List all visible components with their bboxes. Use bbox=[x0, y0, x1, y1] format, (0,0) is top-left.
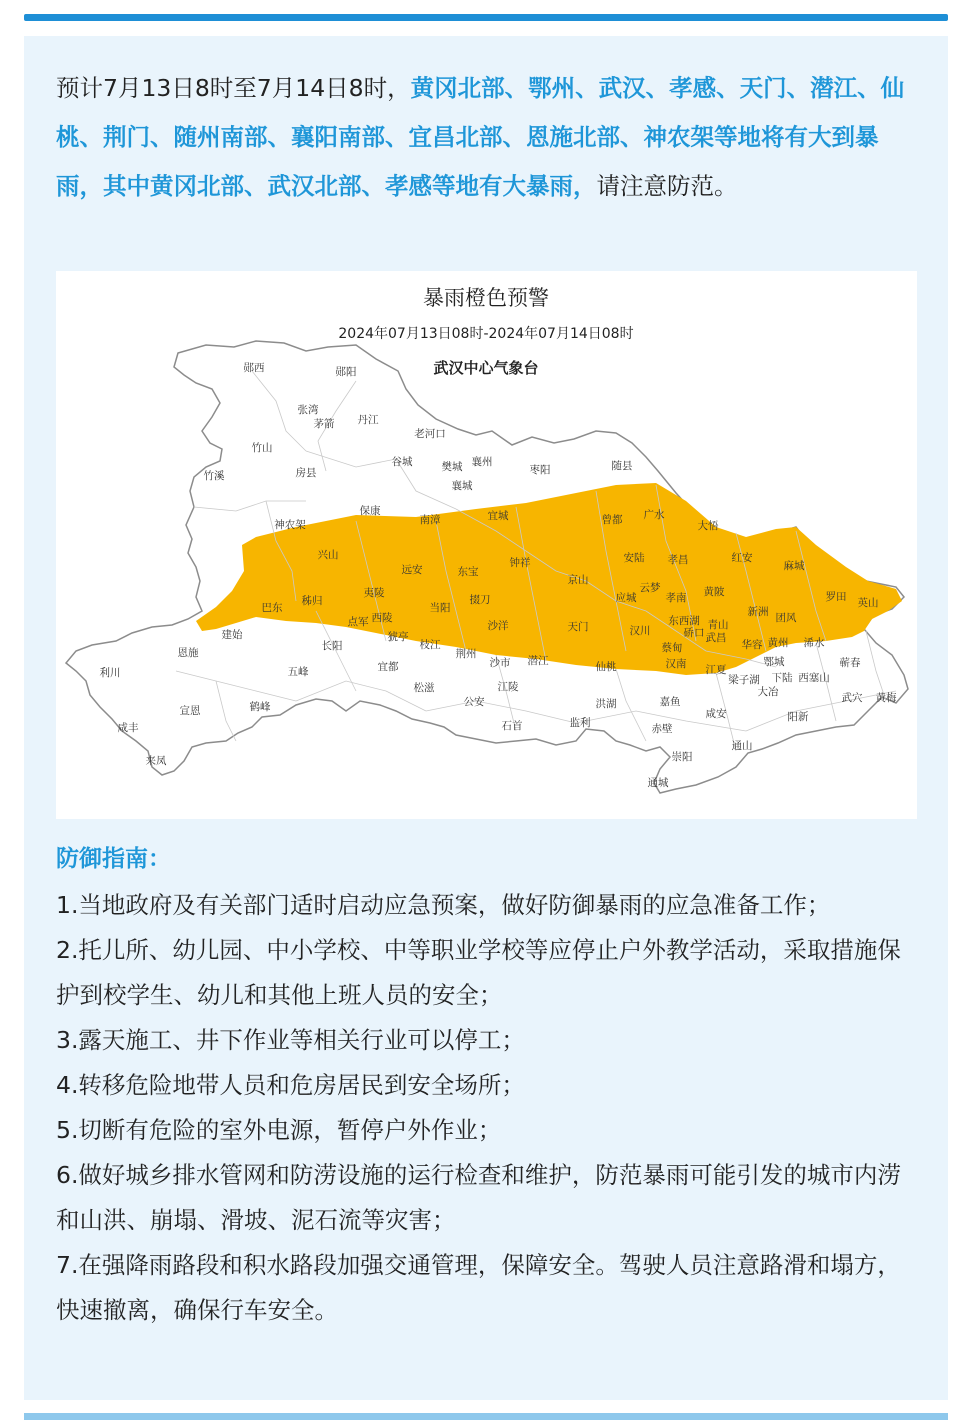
place-label: 鄂城 bbox=[763, 656, 785, 668]
place-label: 麻城 bbox=[783, 560, 805, 572]
guide-item: 3.露天施工、井下作业等相关行业可以停工； bbox=[56, 1026, 525, 1054]
place-label: 黄州 bbox=[767, 637, 789, 649]
place-label: 枝江 bbox=[419, 639, 441, 651]
place-label: 新洲 bbox=[747, 606, 769, 618]
place-label: 赤壁 bbox=[651, 723, 673, 735]
place-label: 阳新 bbox=[787, 711, 809, 723]
place-label: 襄州 bbox=[471, 456, 493, 468]
place-label: 鹤峰 bbox=[249, 701, 271, 713]
place-label: 下陆 bbox=[771, 672, 793, 684]
place-label: 大悟 bbox=[697, 520, 719, 532]
place-label: 梁子湖 bbox=[728, 674, 760, 686]
top-accent-bar bbox=[24, 14, 948, 21]
place-label: 东宝 bbox=[457, 566, 479, 578]
place-label: 掇刀 bbox=[469, 594, 491, 606]
place-label: 广水 bbox=[643, 509, 665, 521]
guide-item: 5.切断有危险的室外电源，暂停户外作业； bbox=[56, 1116, 502, 1144]
place-label: 枣阳 bbox=[529, 464, 551, 476]
guide-item: 2.托儿所、幼儿园、中小学校、中等职业学校等应停止户外教学活动，采取措施保护到校学生、幼儿和其他上班人员的安全； bbox=[56, 936, 901, 1009]
place-label: 潜江 bbox=[527, 655, 549, 667]
forecast-areas: 黄冈北部、鄂州、武汉、孝感、天门、潜江、仙桃、荆门、随州南部、襄阳南部、宜昌北部、恩施北部、神农架等地将有大到暴雨，其中黄冈北部、武汉北部、孝感等地有大暴雨， bbox=[56, 74, 905, 200]
place-label: 大冶 bbox=[757, 686, 779, 698]
bottom-accent-bar bbox=[24, 1413, 948, 1420]
place-label: 京山 bbox=[567, 574, 589, 586]
guide-item: 6.做好城乡排水管网和防涝设施的运行检查和维护，防范暴雨可能引发的城市内涝和山洪、崩塌、滑坡、泥石流等灾害； bbox=[56, 1161, 901, 1234]
forecast-advice: 请注意防范。 bbox=[596, 172, 738, 200]
place-label: 安陆 bbox=[623, 552, 645, 564]
place-label: 随县 bbox=[611, 460, 633, 472]
place-label: 郧西 bbox=[243, 362, 265, 374]
place-label: 宣恩 bbox=[179, 705, 201, 717]
place-label: 秭归 bbox=[301, 595, 323, 607]
place-label: 通山 bbox=[731, 740, 753, 752]
place-label: 樊城 bbox=[441, 461, 463, 473]
place-label: 仙桃 bbox=[595, 661, 617, 673]
guide-item: 1.当地政府及有关部门适时启动应急预案，做好防御暴雨的应急准备工作； bbox=[56, 891, 831, 919]
place-label: 兴山 bbox=[317, 549, 339, 561]
place-label: 西陵 bbox=[371, 612, 393, 624]
place-label: 神农架 bbox=[274, 519, 306, 531]
place-label: 房县 bbox=[295, 467, 317, 479]
place-label: 长阳 bbox=[321, 640, 343, 652]
place-label: 松滋 bbox=[413, 682, 435, 694]
map-issuer: 武汉中心气象台 bbox=[433, 359, 539, 377]
place-label: 天门 bbox=[567, 621, 589, 633]
place-label: 竹溪 bbox=[203, 470, 225, 482]
place-label: 张湾 bbox=[297, 404, 319, 416]
place-label: 江陵 bbox=[497, 681, 519, 693]
place-label: 来凤 bbox=[145, 755, 167, 767]
place-label: 襄城 bbox=[451, 480, 473, 492]
place-label: 浠水 bbox=[803, 637, 825, 649]
forecast-paragraph bbox=[56, 64, 922, 211]
place-label: 沙洋 bbox=[487, 620, 509, 632]
place-label: 恩施 bbox=[177, 647, 199, 659]
place-label: 巴东 bbox=[261, 602, 283, 614]
place-label: 南漳 bbox=[419, 514, 441, 526]
place-label: 应城 bbox=[615, 592, 637, 604]
map-period: 2024年07月13日08时-2024年07月14日08时 bbox=[338, 326, 634, 342]
place-label: 夷陵 bbox=[363, 587, 385, 599]
place-label: 宜城 bbox=[487, 510, 509, 522]
place-label: 武穴 bbox=[841, 692, 863, 704]
place-label: 猇亭 bbox=[387, 631, 409, 643]
place-label: 汉南 bbox=[665, 658, 687, 670]
place-label: 英山 bbox=[857, 597, 879, 609]
place-label: 谷城 bbox=[391, 456, 413, 468]
place-label: 老河口 bbox=[414, 428, 446, 440]
place-label: 点军 bbox=[347, 616, 369, 628]
place-label: 崇阳 bbox=[671, 751, 693, 763]
place-label: 蔡甸 bbox=[661, 642, 683, 654]
place-label: 曾都 bbox=[601, 514, 623, 526]
hubei-map-svg bbox=[56, 271, 917, 819]
place-label: 黄陂 bbox=[703, 586, 725, 598]
place-label: 硚口 bbox=[683, 627, 705, 639]
place-label: 监利 bbox=[569, 717, 591, 729]
place-label: 公安 bbox=[463, 696, 485, 708]
forecast-time: 预计7月13日8时至7月14日8时， bbox=[56, 74, 411, 102]
place-label: 红安 bbox=[731, 552, 753, 564]
guide-item: 7.在强降雨路段和积水路段加强交通管理，保障安全。驾驶人员注意路滑和塌方，快速撤离，确保行车安全。 bbox=[56, 1251, 901, 1324]
place-label: 保康 bbox=[359, 505, 381, 517]
place-label: 孝南 bbox=[665, 592, 687, 604]
place-label: 石首 bbox=[501, 720, 523, 732]
warning-map bbox=[56, 271, 917, 819]
place-label: 沙市 bbox=[489, 657, 511, 669]
guide-item: 4.转移危险地带人员和危房居民到安全场所； bbox=[56, 1071, 525, 1099]
place-label: 钟祥 bbox=[509, 557, 531, 569]
guide-title: 防御指南： bbox=[56, 846, 171, 872]
place-label: 团风 bbox=[775, 612, 797, 624]
place-label: 青山 bbox=[707, 619, 729, 631]
place-label: 建始 bbox=[221, 629, 243, 641]
place-label: 当阳 bbox=[429, 602, 451, 614]
place-label: 黄梅 bbox=[875, 692, 897, 704]
map-title: 暴雨橙色预警 bbox=[423, 286, 549, 310]
place-label: 嘉鱼 bbox=[659, 696, 681, 708]
place-label: 孝昌 bbox=[667, 554, 689, 566]
place-label: 远安 bbox=[401, 564, 423, 576]
place-label: 东西湖 bbox=[668, 615, 700, 627]
place-label: 咸安 bbox=[705, 708, 727, 720]
place-label: 宜都 bbox=[377, 661, 399, 673]
place-label: 云梦 bbox=[639, 582, 661, 594]
place-label: 汉川 bbox=[629, 625, 651, 637]
place-label: 郧阳 bbox=[335, 366, 357, 378]
place-label: 丹江 bbox=[357, 414, 379, 426]
place-label: 茅箭 bbox=[313, 418, 335, 430]
guide-list bbox=[56, 883, 922, 1333]
place-label: 咸丰 bbox=[117, 722, 139, 734]
place-label: 荆州 bbox=[455, 648, 477, 660]
place-label: 利川 bbox=[99, 667, 121, 679]
place-label: 通城 bbox=[647, 777, 669, 789]
place-label: 西塞山 bbox=[798, 672, 830, 684]
place-label: 蕲春 bbox=[839, 657, 861, 669]
place-label: 洪湖 bbox=[595, 698, 617, 710]
place-label: 武昌 bbox=[705, 632, 727, 644]
place-label: 五峰 bbox=[287, 666, 309, 678]
place-label: 竹山 bbox=[251, 442, 273, 454]
place-label: 罗田 bbox=[825, 591, 847, 603]
place-label: 华容 bbox=[741, 639, 763, 651]
place-label: 江夏 bbox=[705, 664, 727, 676]
